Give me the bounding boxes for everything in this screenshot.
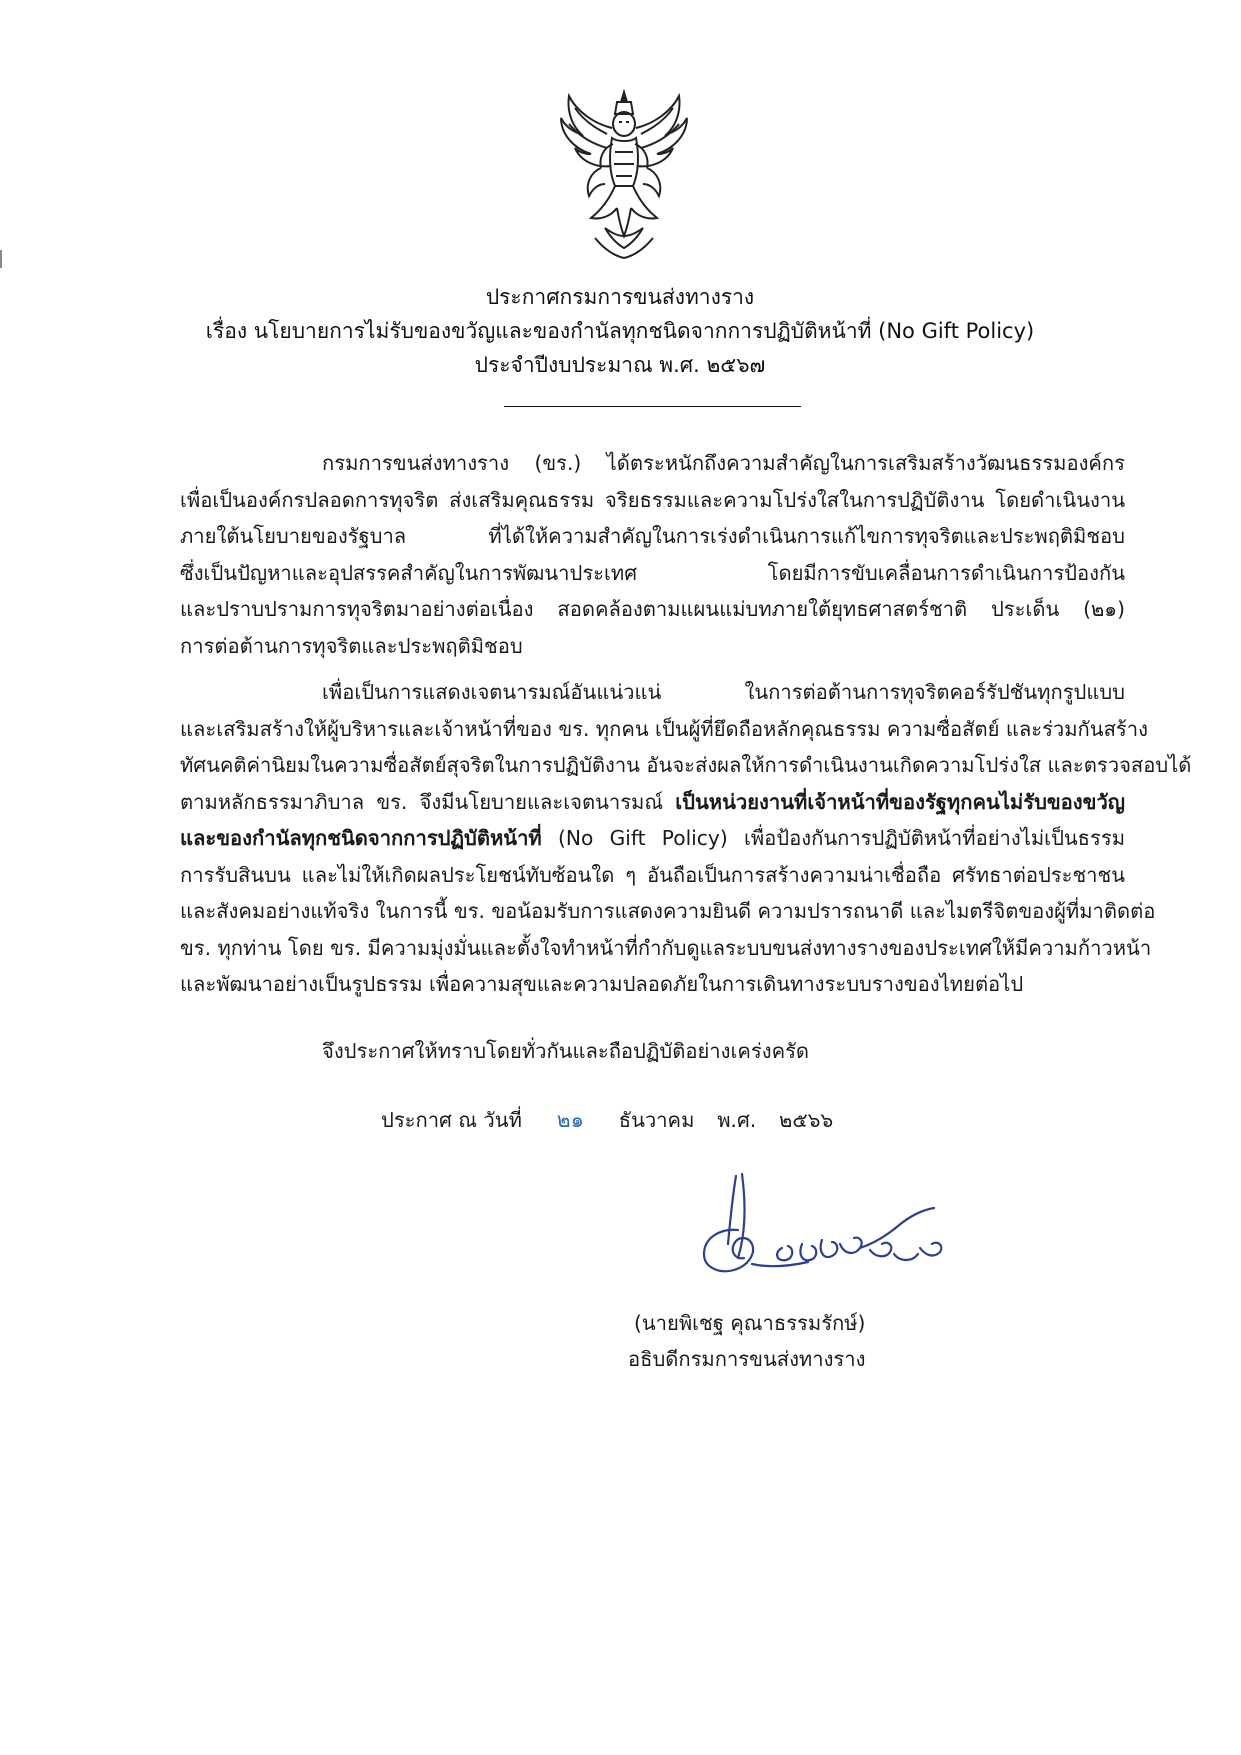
paragraph-line-mixed: [180, 820, 1125, 857]
closing-statement: จึงประกาศให้ทราบโดยทั่วกันและถือปฏิบัติอย่างเคร่งครัด: [322, 1039, 810, 1063]
policy-highlight: และของกำนัลทุกชนิดจากการปฏิบัติหน้าที่: [180, 826, 542, 850]
date-month: ธันวาคม: [618, 1108, 695, 1132]
paragraph-line: และปราบปรามการทุจริตมาอย่างต่อเนื่อง สอดคล้องตามแผนแม่บทภายใต้ยุทธศาสตร์ชาติ ประเด็น (๒๑): [180, 597, 1125, 621]
paragraph-line: เพื่อเป็นองค์กรปลอดการทุจริต ส่งเสริมคุณธรรม จริยธรรมและความโปร่งใสในการปฏิบัติงาน โดยดำเนินงาน: [180, 487, 1125, 512]
paragraph-line: และสังคมอย่างแท้จริง ในการนี้ ขร. ขอน้อมรับการแสดงความยินดี ความปรารถนาดี และไมตรีจิตของผู้ที่มาติดต่อ: [180, 899, 1156, 923]
paragraph-line: ซึ่งเป็นปัญหาและอุปสรรคสำคัญในการพัฒนาประเทศ โดยมีการขับเคลื่อนการดำเนินการป้องกัน: [180, 560, 1125, 585]
paragraph-line: ทัศนคติค่านิยมในความซื่อสัตย์สุจริตในการปฏิบัติงาน อันจะส่งผลให้การดำเนินงานเกิดความโปร่งใส และตรวจสอบได้: [180, 753, 1192, 777]
signatory-position: อธิบดีกรมการขนส่งทางราง: [628, 1347, 866, 1371]
announcement-fiscal-year: ประจำปีงบประมาณ พ.ศ. ๒๕๖๗: [474, 353, 766, 377]
date-day: ๒๑: [556, 1108, 584, 1132]
paragraph-line: การรับสินบน และไม่ให้เกิดผลประโยชน์ทับซ้อนใด ๆ อันถือเป็นการสร้างความน่าเชื่อถือ ศรัทธาต่อประชาชน: [180, 862, 1125, 887]
announcement-date: [381, 1102, 833, 1138]
heading-divider: [504, 406, 801, 407]
paragraph-line: และเสริมสร้างให้ผู้บริหารและเจ้าหน้าที่ของ ขร. ทุกคน เป็นผู้ที่ยึดถือหลักคุณธรรม ความซื่อสัตย์ และร่วมกันสร้าง: [180, 716, 1148, 741]
date-era: พ.ศ.: [717, 1108, 757, 1132]
paragraph-line-mixed: [180, 784, 1125, 821]
paragraph-2: [180, 674, 1192, 1003]
date-year: ๒๕๖๖: [779, 1108, 834, 1132]
line-text: ตามหลักธรรมาภิบาล ขร. จึงมีนโยบายและเจตนารมณ์: [180, 789, 676, 814]
announcement-subject: เรื่อง นโยบายการไม่รับของขวัญและของกำนัลทุกชนิดจากการปฏิบัติหน้าที่ (No Gift Policy): [205, 319, 1035, 343]
paragraph-line: และพัฒนาอย่างเป็นรูปธรรม เพื่อความสุขและความปลอดภัยในการเดินทางระบบรางของไทยต่อไป: [180, 972, 1024, 996]
paragraph-line: กรมการขนส่งทางราง (ขร.) ได้ตระหนักถึงความสำคัญในการเสริมสร้างวัฒนธรรมองค์กร: [322, 451, 1125, 475]
paragraph-line: ขร. ทุกท่าน โดย ขร. มีความมุ่งมั่นและตั้งใจทำหน้าที่กำกับดูแลระบบขนส่งทางรางของประเทศให้มีความก้าวหน้า: [180, 935, 1152, 960]
signatory-name: (นายพิเชฐ คุณาธรรมรักษ์): [634, 1311, 866, 1335]
line-text: (No Gift Policy) เพื่อป้องกันการปฏิบัติหน้าที่อย่างไม่เป็นธรรม: [541, 826, 1125, 850]
garuda-emblem-icon: [555, 88, 693, 260]
policy-highlight: เป็นหน่วยงานที่เจ้าหน้าที่ของรัฐทุกคนไม่รับของขวัญ: [675, 789, 1125, 814]
paragraph-line: ภายใต้นโยบายของรัฐบาล ที่ได้ให้ความสำคัญในการเร่งดำเนินการแก้ไขการทุจริตและประพฤติมิชอบ: [180, 524, 1125, 548]
paragraph-line: เพื่อเป็นการแสดงเจตนารมณ์อันแน่วแน่ ในการต่อต้านการทุจริตคอร์รัปชันทุกรูปแบบ: [322, 680, 1125, 704]
margin-mark: [0, 250, 2, 268]
paragraph-line: การต่อต้านการทุจริตและประพฤติมิชอบ: [180, 633, 523, 658]
announcement-authority: ประกาศกรมการขนส่งทางราง: [485, 285, 755, 309]
date-prefix: ประกาศ ณ วันที่: [381, 1108, 522, 1132]
signature-image: [690, 1170, 960, 1294]
paragraph-1: [180, 445, 1125, 664]
